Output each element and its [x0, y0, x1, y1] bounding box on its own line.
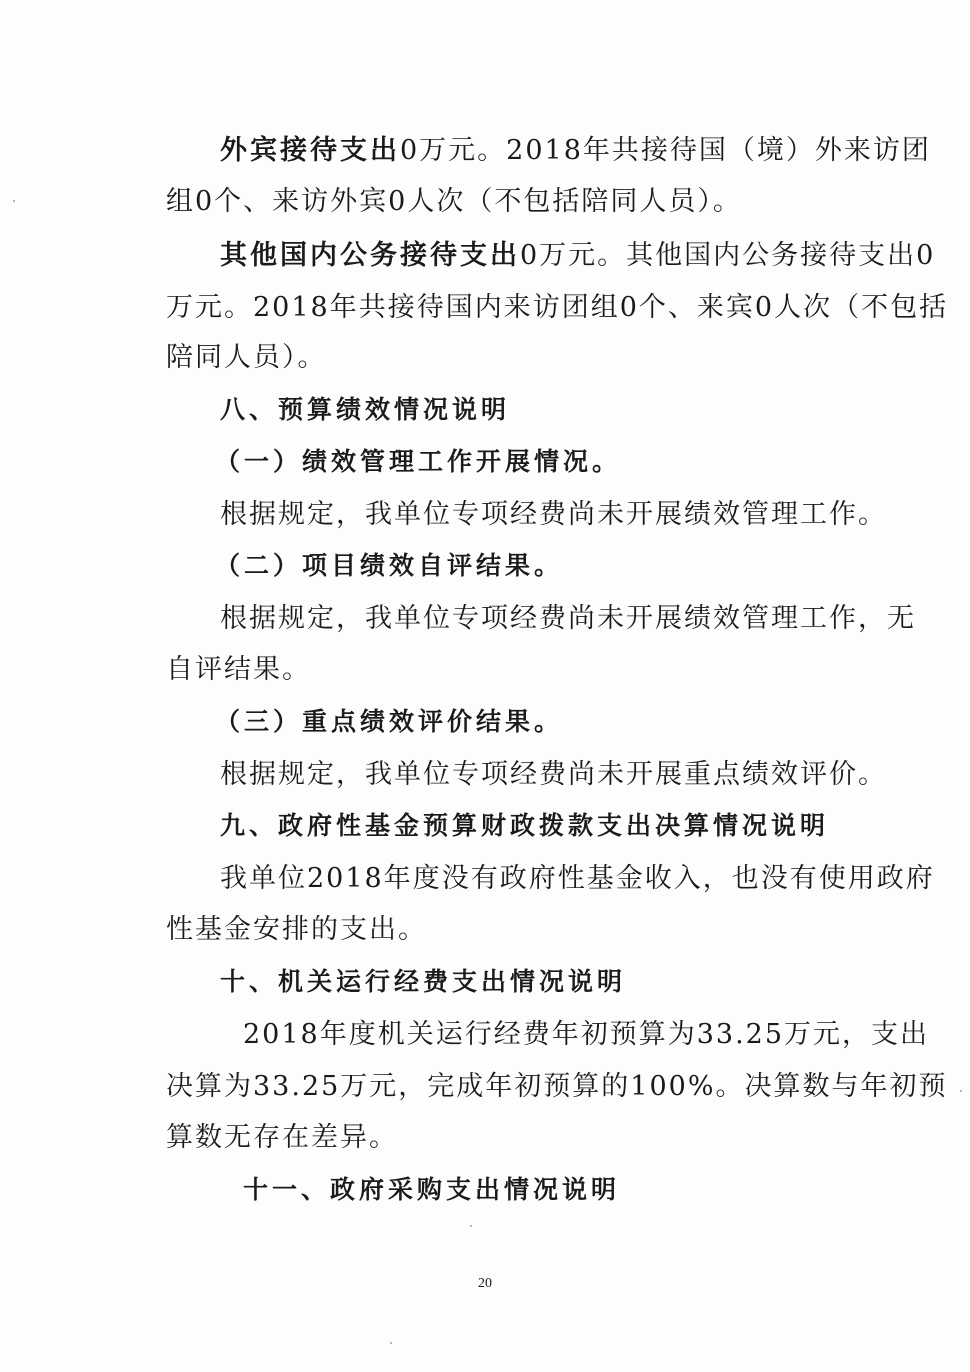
section-8-title: 八、预算绩效情况说明	[220, 395, 511, 424]
section-10-body-line-3: 算数无存在差异。	[166, 1122, 398, 1153]
section-9-title: 九、政府性基金预算财政拨款支出决算情况说明	[220, 811, 830, 840]
domestic-reception-text: 0万元。其他国内公务接待支出0	[520, 240, 936, 271]
paragraph-foreign-guests-line-2: 组0个、来访外宾0人次（不包括陪同人员）。	[166, 186, 742, 217]
section-8-2-title: （二）项目绩效自评结果。	[215, 551, 564, 580]
scan-speck	[13, 200, 15, 202]
section-8-3-title: （三）重点绩效评价结果。	[215, 707, 564, 736]
foreign-guests-text: 0万元。2018年共接待国（境）外来访团	[400, 135, 931, 166]
scan-speck	[470, 1225, 472, 1227]
section-8-3-body: 根据规定，我单位专项经费尚未开展重点绩效评价。	[220, 759, 887, 790]
foreign-guests-lead: 外宾接待支出	[220, 135, 400, 166]
section-8-1-body: 根据规定，我单位专项经费尚未开展绩效管理工作。	[220, 499, 887, 530]
section-9-body-line-1: 我单位2018年度没有政府性基金收入，也没有使用政府	[220, 863, 935, 894]
section-11-title: 十一、政府采购支出情况说明	[243, 1175, 621, 1204]
page-number: 20	[478, 1276, 492, 1291]
section-10-body-line-1: 2018年度机关运行经费年初预算为33.25万元，支出	[243, 1019, 930, 1050]
section-8-2-body-line-2: 自评结果。	[166, 654, 311, 685]
section-10-title: 十、机关运行经费支出情况说明	[220, 967, 627, 996]
domestic-reception-lead: 其他国内公务接待支出	[220, 240, 520, 271]
paragraph-foreign-guests-line-1	[220, 133, 931, 169]
section-8-1-title: （一）绩效管理工作开展情况。	[215, 447, 622, 476]
section-10-body-line-2: 决算为33.25万元，完成年初预算的100%。决算数与年初预	[166, 1071, 948, 1102]
scan-speck	[390, 1342, 392, 1344]
paragraph-domestic-reception-line-2: 万元。2018年共接待国内来访团组0个、来宾0人次（不包括	[166, 292, 949, 323]
section-8-2-body-line-1: 根据规定，我单位专项经费尚未开展绩效管理工作，无	[220, 603, 916, 634]
paragraph-domestic-reception-line-1	[220, 238, 935, 274]
scan-speck	[960, 1090, 962, 1092]
section-9-body-line-2: 性基金安排的支出。	[166, 914, 427, 945]
paragraph-domestic-reception-line-3: 陪同人员）。	[166, 342, 327, 373]
